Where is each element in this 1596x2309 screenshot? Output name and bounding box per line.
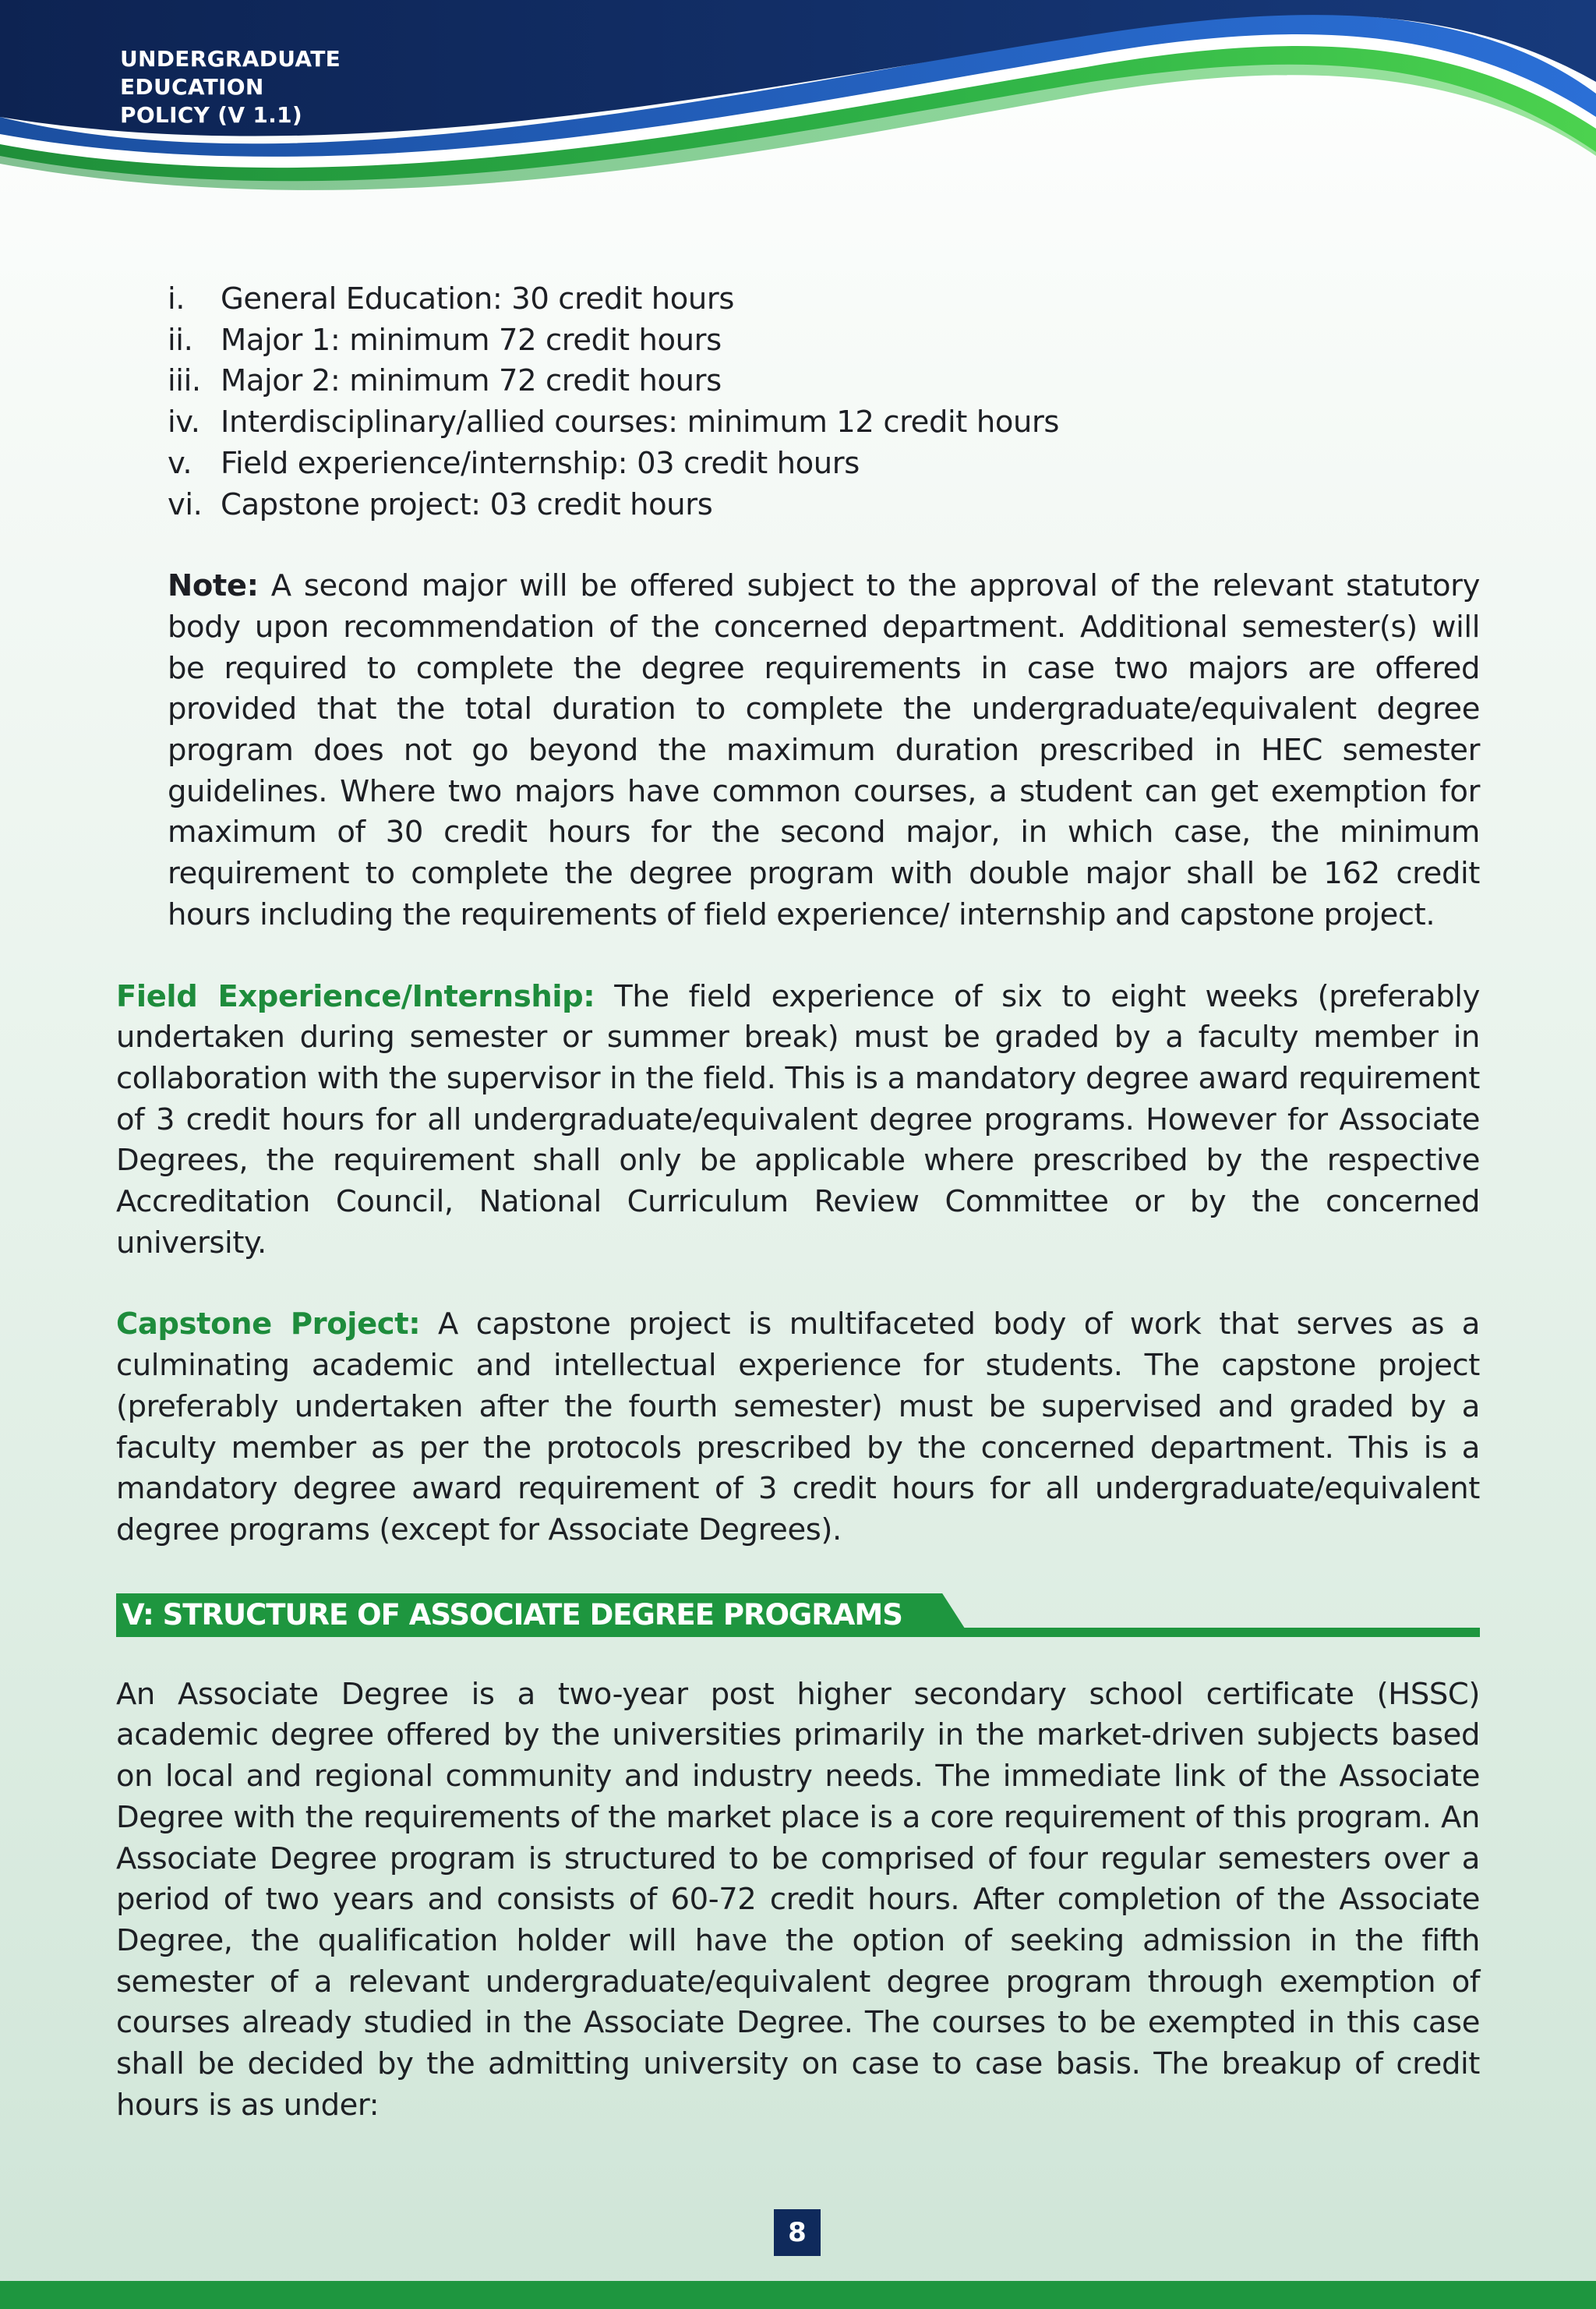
header-title-line: POLICY (V 1.1) xyxy=(120,102,302,128)
credit-hours-list xyxy=(116,279,1480,525)
field-experience-heading: Field Experience/Internship: xyxy=(116,978,595,1014)
page-content xyxy=(116,279,1480,2166)
note-text: A second major will be offered subject to the approval of the relevant statutory body upon recommendation of the concerned department. Additional semester(s) will be required to complete the degree requirements in case two majors are offered provided that the total duration to complete the undergraduate/equivalent degree program does not go beyond the maximum duration prescribed in HEC semester guidelines. Where two majors have common courses, a student can get exemption for maximum of 30 credit hours for the second major, in which case, the minimum requirement to complete the degree program with double major shall be 162 credit hours including the requirements of field experience/ internship and capstone project. xyxy=(168,568,1480,932)
document-header-title xyxy=(120,45,401,129)
list-item-text: Interdisciplinary/allied courses: minimum 12 credit hours xyxy=(221,405,1060,440)
list-item xyxy=(168,361,1480,402)
list-item-number: iii. xyxy=(168,363,201,399)
capstone-text: A capstone project is multifaceted body of work that serves as a culminating academic and intellectual experience for students. The capstone project (preferably undertaken after the fourth semester) must be supervised and graded by a faculty member as per the protocols prescribed by the concerned department. This is a mandatory degree award requirement of 3 credit hours for all undergraduate/equivalent degree programs (except for Associate Degrees). xyxy=(116,1307,1480,1547)
header-title-line: EDUCATION xyxy=(120,74,264,100)
page-number: 8 xyxy=(774,2209,821,2256)
list-item xyxy=(168,279,1480,320)
list-item-number: i. xyxy=(168,281,185,316)
list-item xyxy=(168,485,1480,526)
list-item xyxy=(168,444,1480,485)
list-item-text: Capstone project: 03 credit hours xyxy=(221,486,713,522)
list-item-number: v. xyxy=(168,445,192,481)
note-label: Note: xyxy=(168,568,259,604)
field-experience-paragraph xyxy=(116,977,1480,1264)
capstone-paragraph xyxy=(116,1304,1480,1551)
associate-degree-paragraph: An Associate Degree is a two-year post higher secondary school certificate (HSSC) academic degree offered by the universities primarily in the market-driven subjects based on local and regional community and industry needs. The immediate link of the Associate Degree with the requirements of the market place is a core requirement of this program. An Associate Degree program is structured to be comprised of four regular semesters over a period of two years and consists of 60-72 credit hours. After completion of the Associate Degree, the qualification holder will have the option of seeking admission in the fifth semester of a relevant undergraduate/equivalent degree program through exemption of courses already studied in the Associate Degree. The courses to be exempted in this case shall be decided by the admitting university on case to case basis. The breakup of credit hours is as under: xyxy=(116,1676,1480,2123)
section-heading-bar xyxy=(116,1593,1480,1637)
list-item-number: iv. xyxy=(168,405,200,440)
footer-bar xyxy=(0,2281,1596,2309)
list-item xyxy=(168,402,1480,444)
list-item-text: General Education: 30 credit hours xyxy=(221,281,735,316)
list-item-text: Major 1: minimum 72 credit hours xyxy=(221,322,722,358)
list-item-number: vi. xyxy=(168,486,203,522)
note-paragraph xyxy=(168,566,1480,935)
list-item-text: Field experience/internship: 03 credit hours xyxy=(221,445,860,481)
header-title-line: UNDERGRADUATE xyxy=(120,46,341,72)
field-experience-text: The field experience of six to eight weeks (preferably undertaken during semester or summer break) must be graded by a faculty member in collaboration with the supervisor in the field. This is a mandatory degree award requirement of 3 credit hours for all undergraduate/equivalent degree programs. However for Associate Degrees, the requirement shall only be applicable where prescribed by the respective Accreditation Council, National Curriculum Review Committee or by the concerned university. xyxy=(116,978,1480,1261)
list-item-text: Major 2: minimum 72 credit hours xyxy=(221,363,722,399)
section-heading-title: V: STRUCTURE OF ASSOCIATE DEGREE PROGRAMS xyxy=(122,1597,902,1632)
list-item xyxy=(168,320,1480,362)
list-item-number: ii. xyxy=(168,322,193,358)
capstone-heading: Capstone Project: xyxy=(116,1307,421,1342)
